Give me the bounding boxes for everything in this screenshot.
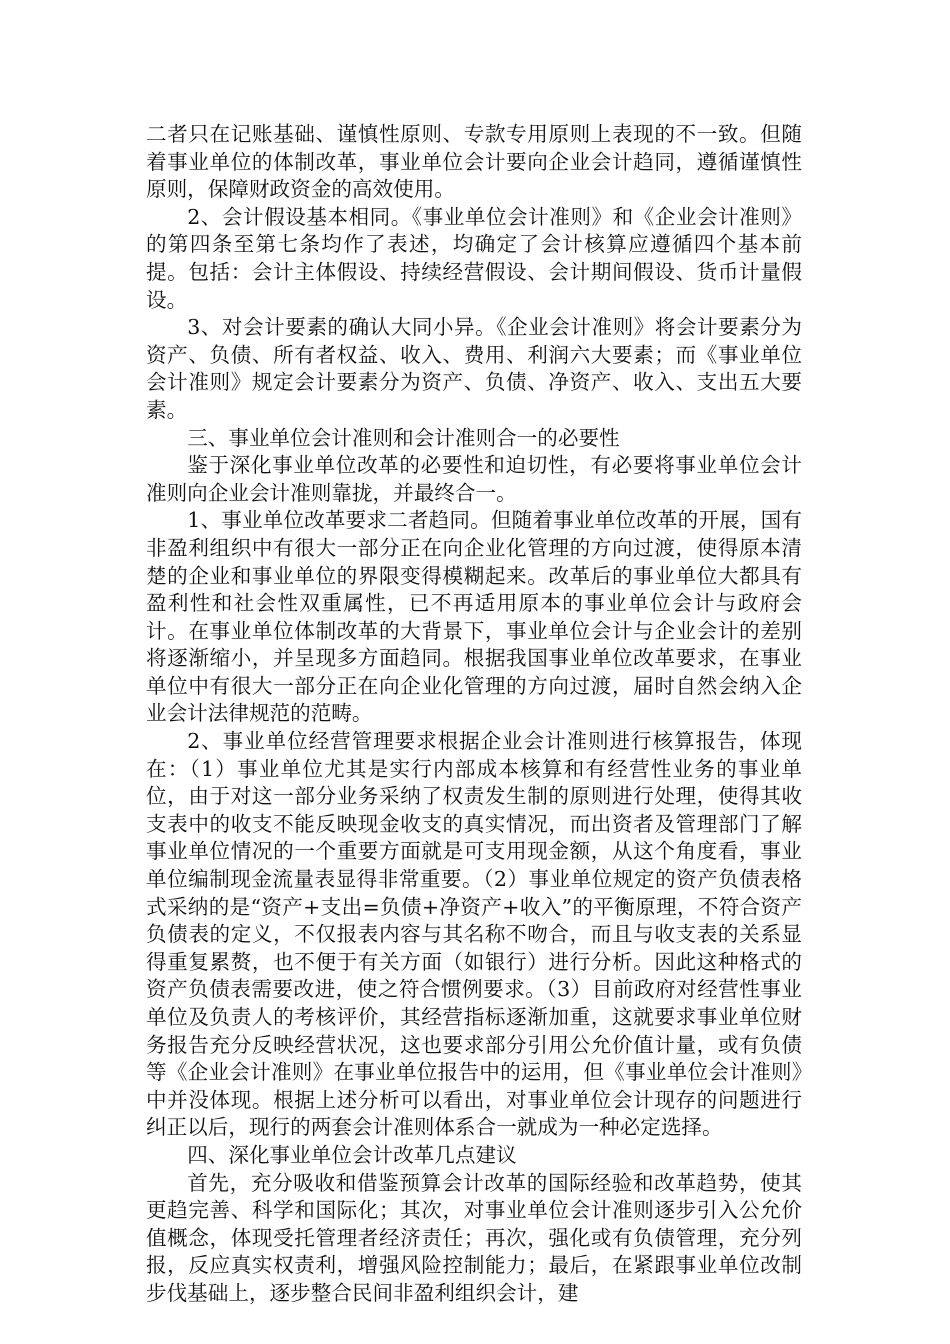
paragraph-6: 1、事业单位改革要求二者趋同。但随着事业单位改革的开展，国有非盈利组织中有很大一部分正在向企业化管理的方向过渡，使得原本清楚的企业和事业单位的界限变得模糊起来。改革后的事业单位大都具有盈利性和社会性双重属性，已不再适用原本的事业单位会计与政府会计。在事业单位体制改革的大背景下，事业单位会计与企业会计的差别将逐渐缩小，并呈现多方面趋同。根据我国事业单位改革要求，在事业单位中有很大一部分正在向企业化管理的方向过渡，届时自然会纳入企业会计法律规范的范畴。 (146, 508, 802, 726)
paragraph-9: 首先，充分吸收和借鉴预算会计改革的国际经验和改革趋势，使其更趋完善、科学和国际化；其次，对事业单位会计准则逐步引入公允价值概念，体现受托管理者经济责任；再次，强化或有负债管理，充分列报，反应真实权责利，增强风险控制能力；最后，在紧跟事业单位改制步伐基础上，逐步整合民间非盈利组织会计，建 (146, 1170, 802, 1305)
section-heading-3: 三、事业单位会计准则和会计准则合一的必要性 (187, 425, 620, 450)
paragraph-2: 2、会计假设基本相同。《事业单位会计准则》和《企业会计准则》的第四条至第七条均作了表述，均确定了会计核算应遵循四个基本前提。包括：会计主体假设、持续经营假设、会计期间假设、货币计量假设。 (146, 204, 802, 312)
paragraph-1: 二者只在记账基础、谨慎性原则、专款专用原则上表现的不一致。但随着事业单位的体制改革，事业单位会计要向企业会计趋同，遵循谨慎性原则，保障财政资金的高效使用。 (146, 122, 802, 202)
paragraph-3: 3、对会计要素的确认大同小异。《企业会计准则》将会计要素分为资产、负债、所有者权益、收入、费用、利润六大要素；而《事业单位会计准则》规定会计要素分为资产、负债、净资产、收入、支出五大要素。 (146, 315, 802, 422)
paragraph-5: 鉴于深化事业单位改革的必要性和迫切性，有必要将事业单位会计准则向企业会计准则靠拢，并最终合一。 (146, 453, 802, 505)
section-heading-4: 四、深化事业单位会计改革几点建议 (187, 1142, 517, 1167)
document-body (146, 121, 802, 1308)
paragraph-7: 2、事业单位经营管理要求根据企业会计准则进行核算报告，体现在：（1）事业单位尤其是实行内部成本核算和有经营性业务的事业单位，由于对这一部分业务采纳了权责发生制的原则进行处理，使得其收支表中的收支不能反映现金收支的真实情况，而出资者及管理部门了解事业单位情况的一个重要方面就是可支用现金额，从这个角度看，事业单位编制现金流量表显得非常重要。（2）事业单位规定的资产负债表格式采纳的是“资产+支出=负债+净资产+收入”的平衡原理，不符合资产负债表的定义，不仅报表内容与其名称不吻合，而且与收支表的关系显得重复累赘，也不便于有关方面（如银行）进行分析。因此这种格式的资产负债表需要改进，使之符合惯例要求。（3）目前政府对经营性事业单位及负责人的考核评价，其经营指标逐渐加重，这就要求事业单位财务报告充分反映经营状况，这也要求部分引用公允价值计量，或有负债等《企业会计准则》在事业单位报告中的运用，但《事业单位会计准则》中并没体现。根据上述分析可以看出，对事业单位会计现存的问题进行纠正以后，现行的两套会计准则体系合一就成为一种必定选择。 (146, 729, 802, 1140)
